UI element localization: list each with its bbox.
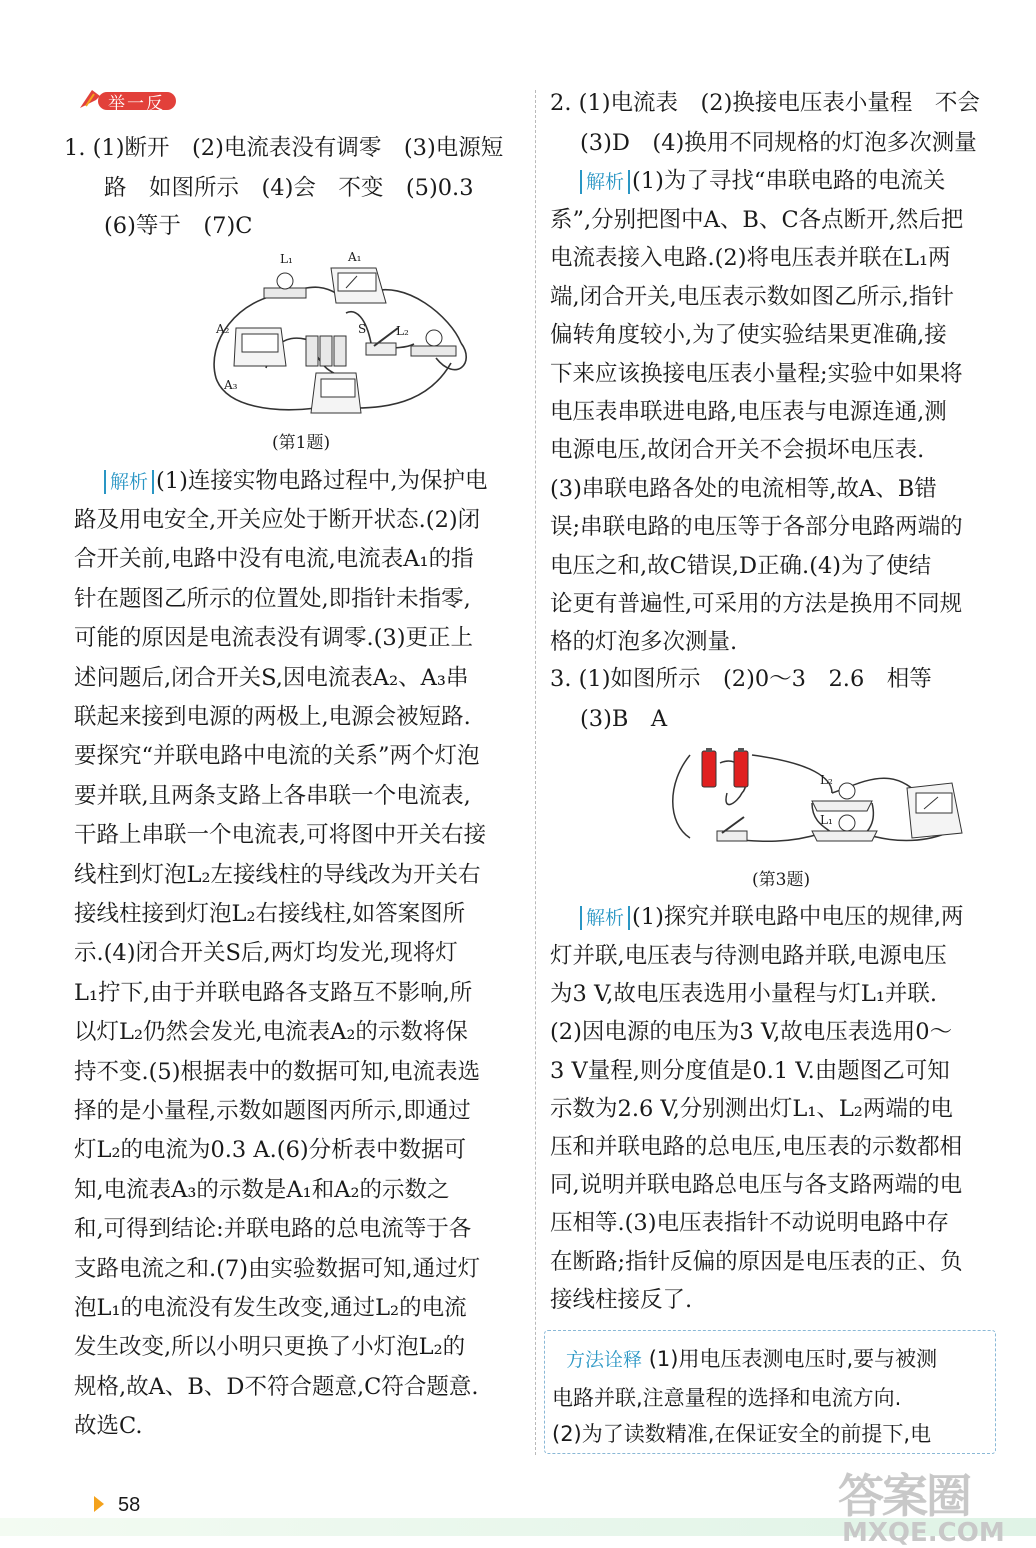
analysis-1-line-13: 示.(4)闭合开关S后,两灯均发光,现将灯	[74, 940, 458, 967]
figure-1	[206, 248, 496, 423]
analysis-1-line-23: 发生改变,所以小明只更换了小灯泡L₂的	[74, 1334, 466, 1361]
analysis-3-line-11: 接线柱接反了.	[550, 1286, 693, 1313]
analysis-1-line-20: 和,可得到结论:并联电路的总电流等于各	[74, 1216, 472, 1243]
analysis-1-line-24: 规格,故A、B、D不符合题意,C符合题意.	[74, 1373, 479, 1400]
analysis-2-line-1	[580, 166, 945, 196]
analysis-2-text-0: (1)为了寻找“串联电路的电流关	[632, 168, 946, 194]
banner-title: 举一反三	[108, 94, 165, 139]
circuit-diagram-1	[206, 248, 496, 423]
watermark-url: MXQE.COM	[842, 1518, 1005, 1548]
method-line-1	[566, 1344, 937, 1375]
watermark	[838, 1460, 1005, 1548]
q1-line-1: 1. (1)断开 (2)电流表没有调零 (3)电源短	[64, 135, 504, 161]
ammeter-a1	[331, 268, 386, 303]
label-l1: L₁	[820, 813, 833, 827]
analysis-2-line-10: 误;串联电路的电压等于各部分电路两端的	[550, 514, 963, 541]
label-l2: L₂	[396, 324, 409, 338]
label-a3: A₃	[224, 378, 238, 392]
analysis-2-line-7: 电压表串联进电路,电压表与电源连通,测	[550, 399, 947, 425]
circuit-diagram-3	[662, 743, 982, 863]
analysis-2-line-9: (3)串联电路各处的电流相等,故A、B错	[550, 475, 937, 502]
analysis-1-line-18: 灯L₂的电流为0.3 A.(6)分析表中数据可	[74, 1137, 467, 1164]
switch	[717, 817, 747, 841]
analysis-1-line-2: 路及用电安全,开关应处于断开状态.(2)闭	[74, 507, 481, 533]
analysis-3-line-7: 压和并联电路的总电压,电压表的示数都相	[550, 1134, 963, 1160]
figure-1-caption: (第1题)	[272, 433, 331, 453]
analysis-3-line-8: 同,说明并联电路总电压与各支路两端的电	[550, 1172, 963, 1199]
column-divider	[535, 90, 536, 1455]
analysis-1-line-4: 针在题图乙所示的位置处,即指针未指零,	[74, 585, 471, 612]
method-text-0: (1)用电压表测电压时,要与被测	[648, 1347, 938, 1371]
ammeter-a3	[311, 373, 361, 413]
page-number: 58	[118, 1494, 141, 1516]
label-a1: A₁	[348, 250, 362, 264]
analysis-1-line-21: 支路电流之和.(7)由实验数据可知,通过灯	[74, 1255, 481, 1282]
analysis-1-line-22: 泡L₁的电流没有发生改变,通过L₂的电流	[74, 1295, 467, 1321]
battery-2	[734, 748, 748, 787]
analysis-3-line-4: (2)因电源的电压为3 V,故电压表选用0～	[550, 1019, 953, 1046]
analysis-3-text-0: (1)探究并联电路中电压的规律,两	[632, 904, 964, 930]
analysis-3-line-1	[580, 902, 964, 932]
analysis-2-line-4: 端,闭合开关,电压表示数如图乙所示,指针	[550, 283, 954, 310]
analysis-2-line-13: 格的灯泡多次测量.	[550, 629, 738, 656]
analysis-1-line-9: 要并联,且两条支路上各串联一个电流表,	[74, 782, 471, 809]
analysis-1-line-11: 线柱到灯泡L₂左接线柱的导线改为开关右	[74, 861, 481, 888]
label-l1: L₁	[280, 252, 293, 266]
voltmeter	[907, 783, 962, 838]
analysis-3-line-10: 在断路;指针反偏的原因是电压表的正、负	[550, 1248, 963, 1275]
analysis-1-line-1	[104, 466, 488, 496]
q3-line-2: (3)B A	[580, 706, 668, 732]
label-s: S	[358, 322, 367, 336]
analysis-tag: 解析	[580, 170, 630, 194]
analysis-2-line-2: 系”,分别把图中A、B、C各点断开,然后把	[550, 207, 964, 233]
analysis-3-line-9: 压相等.(3)电压表指针不动说明电路中存	[550, 1210, 950, 1237]
section-banner	[78, 86, 178, 139]
analysis-2-line-3: 电流表接入电路.(2)将电压表并联在L₁两	[550, 245, 951, 272]
battery	[306, 336, 346, 366]
figure-3-caption: (第3题)	[752, 870, 811, 890]
analysis-1-line-5: 可能的原因是电流表没有调零.(3)更正上	[74, 625, 474, 652]
analysis-1-line-7: 联起来接到电源的两极上,电源会被短路.	[74, 704, 471, 730]
lamp-l2	[411, 330, 456, 356]
analysis-1-line-25: 故选C.	[74, 1413, 143, 1440]
analysis-2-line-6: 下来应该换接电压表小量程;实验中如果将	[550, 360, 963, 387]
lamp-l1	[264, 273, 306, 298]
analysis-3-line-3: 为3 V,故电压表选用小量程与灯L₁并联.	[550, 981, 938, 1008]
analysis-2-line-11: 电压之和,故C错误,D正确.(4)为了使结	[550, 552, 932, 579]
figure-3	[662, 743, 982, 863]
analysis-tag: 解析	[580, 906, 630, 930]
analysis-3-line-2: 灯并联,电压表与待测电路并联,电源电压	[550, 943, 947, 969]
analysis-1-line-8: 要探究“并联电路中电流的关系”两个灯泡	[74, 743, 480, 770]
analysis-3-line-6: 示数为2.6 V,分别测出灯L₁、L₂两端的电	[550, 1095, 953, 1122]
label-l2: L₂	[820, 773, 833, 787]
q1-line-2: 路 如图所示 (4)会 不变 (5)0.3	[104, 175, 474, 201]
label-a2: A₂	[216, 322, 230, 336]
analysis-1-line-19: 知,电流表A₃的示数是A₁和A₂的示数之	[74, 1176, 450, 1203]
analysis-tag: 解析	[104, 470, 154, 494]
analysis-2-line-8: 电源电压,故闭合开关不会损坏电压表.	[550, 437, 925, 464]
analysis-1-line-15: 以灯L₂仍然会发光,电流表A₂的示数将保	[74, 1019, 468, 1046]
analysis-1-line-17: 择的是小量程,示数如题图丙所示,即通过	[74, 1098, 471, 1124]
q2-line-1: 2. (1)电流表 (2)换接电压表小量程 不会	[550, 90, 980, 116]
method-line-2: 电路并联,注意量程的选择和电流方向.	[552, 1386, 902, 1410]
lamp-l2	[812, 783, 872, 811]
q3-line-1: 3. (1)如图所示 (2)0～3 2.6 相等	[550, 666, 932, 692]
analysis-1-line-10: 干路上串联一个电流表,可将图中开关右接	[74, 822, 487, 849]
watermark-title: 答案圈	[838, 1469, 970, 1523]
q2-line-2: (3)D (4)换用不同规格的灯泡多次测量	[580, 130, 977, 156]
method-line-3: (2)为了读数精准,在保证安全的前提下,电	[552, 1422, 932, 1446]
analysis-1-line-3: 合开关前,电路中没有电流,电流表A₁的指	[74, 546, 474, 573]
analysis-1-line-16: 持不变.(5)根据表中的数据可知,电流表选	[74, 1058, 481, 1085]
analysis-1-line-6: 述问题后,闭合开关S,因电流表A₂、A₃串	[74, 664, 469, 691]
analysis-3-line-5: 3 V量程,则分度值是0.1 V.由题图乙可知	[550, 1057, 950, 1084]
q1-line-3: (6)等于 (7)C	[104, 213, 253, 239]
page-arrow-icon	[94, 1496, 104, 1512]
ammeter-a2	[234, 328, 286, 366]
battery-1	[702, 748, 716, 787]
analysis-1-line-14: L₁拧下,由于并联电路各支路互不影响,所	[74, 979, 473, 1006]
analysis-2-line-12: 论更有普遍性,可采用的方法是换用不同规	[550, 591, 963, 617]
method-tag: 方法诠释	[566, 1349, 643, 1371]
analysis-1-text-0: (1)连接实物电路过程中,为保护电	[156, 468, 488, 494]
analysis-2-line-5: 偏转角度较小,为了使实验结果更准确,接	[550, 322, 947, 349]
analysis-1-line-12: 接线柱接到灯泡L₂右接线柱,如答案图所	[74, 901, 466, 927]
